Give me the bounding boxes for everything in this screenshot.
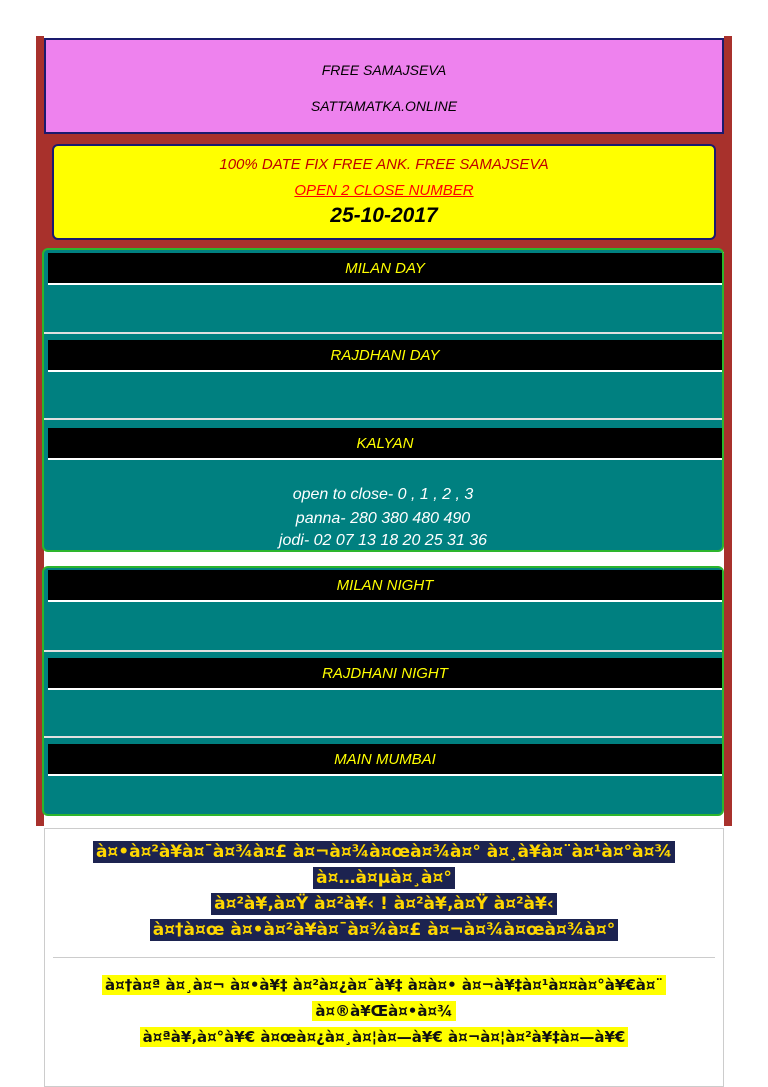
header-title: FREE SAMAJSEVA bbox=[321, 62, 447, 78]
divider bbox=[53, 957, 715, 958]
banner-subtitle: OPEN 2 CLOSE NUMBER bbox=[294, 182, 474, 199]
market-milan-day: MILAN DAY bbox=[48, 253, 722, 285]
market-kalyan: KALYAN bbox=[48, 428, 722, 460]
kalyan-jodi: jodi- 02 07 13 18 20 25 31 36 bbox=[278, 532, 488, 549]
kalyan-open-close: open to close- 0 , 1 , 2 , 3 bbox=[292, 486, 474, 503]
market-rajdhani-night: RAJDHANI NIGHT bbox=[48, 658, 722, 690]
market-main-mumbai: MAIN MUMBAI bbox=[48, 744, 722, 776]
banner-tagline: 100% DATE FIX FREE ANK. FREE SAMAJSEVA bbox=[219, 156, 549, 173]
promo-line: à¤ªà¥‚à¤°à¥€ à¤œà¤¿à¤¸à¤¦à¤—à¥€ à¤¬à¤¦à¤²à¥‡à¤—à¥€ bbox=[45, 1027, 723, 1047]
divider bbox=[44, 650, 722, 652]
promo-line: à¤…à¤µà¤¸à¤° bbox=[45, 867, 723, 889]
promo-line: à¤•à¤²à¥à¤¯à¤¾à¤£ à¤¬à¤¾à¤œà¤¾à¤° à¤¸à¥à¤¨à¤¹à¤°à¤¾ bbox=[45, 841, 723, 863]
hindi-promo-block bbox=[44, 828, 724, 1087]
banner-date: 25-10-2017 bbox=[330, 204, 438, 227]
promo-line: à¤†à¤ª à¤¸à¤¬ à¤•à¥‡ à¤²à¤¿à¤¯à¥‡ à¤à¤• à¤¬à¥‡à¤¹à¤¤à¤°à¥€à¤¨ bbox=[45, 975, 723, 995]
divider bbox=[44, 332, 722, 334]
site-name: SATTAMATKA.ONLINE bbox=[310, 98, 458, 114]
day-markets-panel bbox=[42, 248, 724, 552]
promo-line: à¤®à¥Œà¤•à¤¾ bbox=[45, 1001, 723, 1021]
divider bbox=[44, 418, 722, 420]
promo-line: à¤²à¥‚à¤Ÿ à¤²à¥‹ ! à¤²à¥‚à¤Ÿ à¤²à¥‹ bbox=[45, 893, 723, 915]
date-banner bbox=[52, 144, 716, 240]
divider bbox=[44, 736, 722, 738]
market-milan-night: MILAN NIGHT bbox=[48, 570, 722, 602]
promo-line: à¤†à¤œ à¤•à¤²à¥à¤¯à¤¾à¤£ à¤¬à¤¾à¤œà¤¾à¤° bbox=[45, 919, 723, 941]
night-markets-panel bbox=[42, 566, 724, 816]
kalyan-panna: panna- 280 380 480 490 bbox=[295, 510, 471, 527]
site-header bbox=[44, 38, 724, 134]
market-rajdhani-day: RAJDHANI DAY bbox=[48, 340, 722, 372]
